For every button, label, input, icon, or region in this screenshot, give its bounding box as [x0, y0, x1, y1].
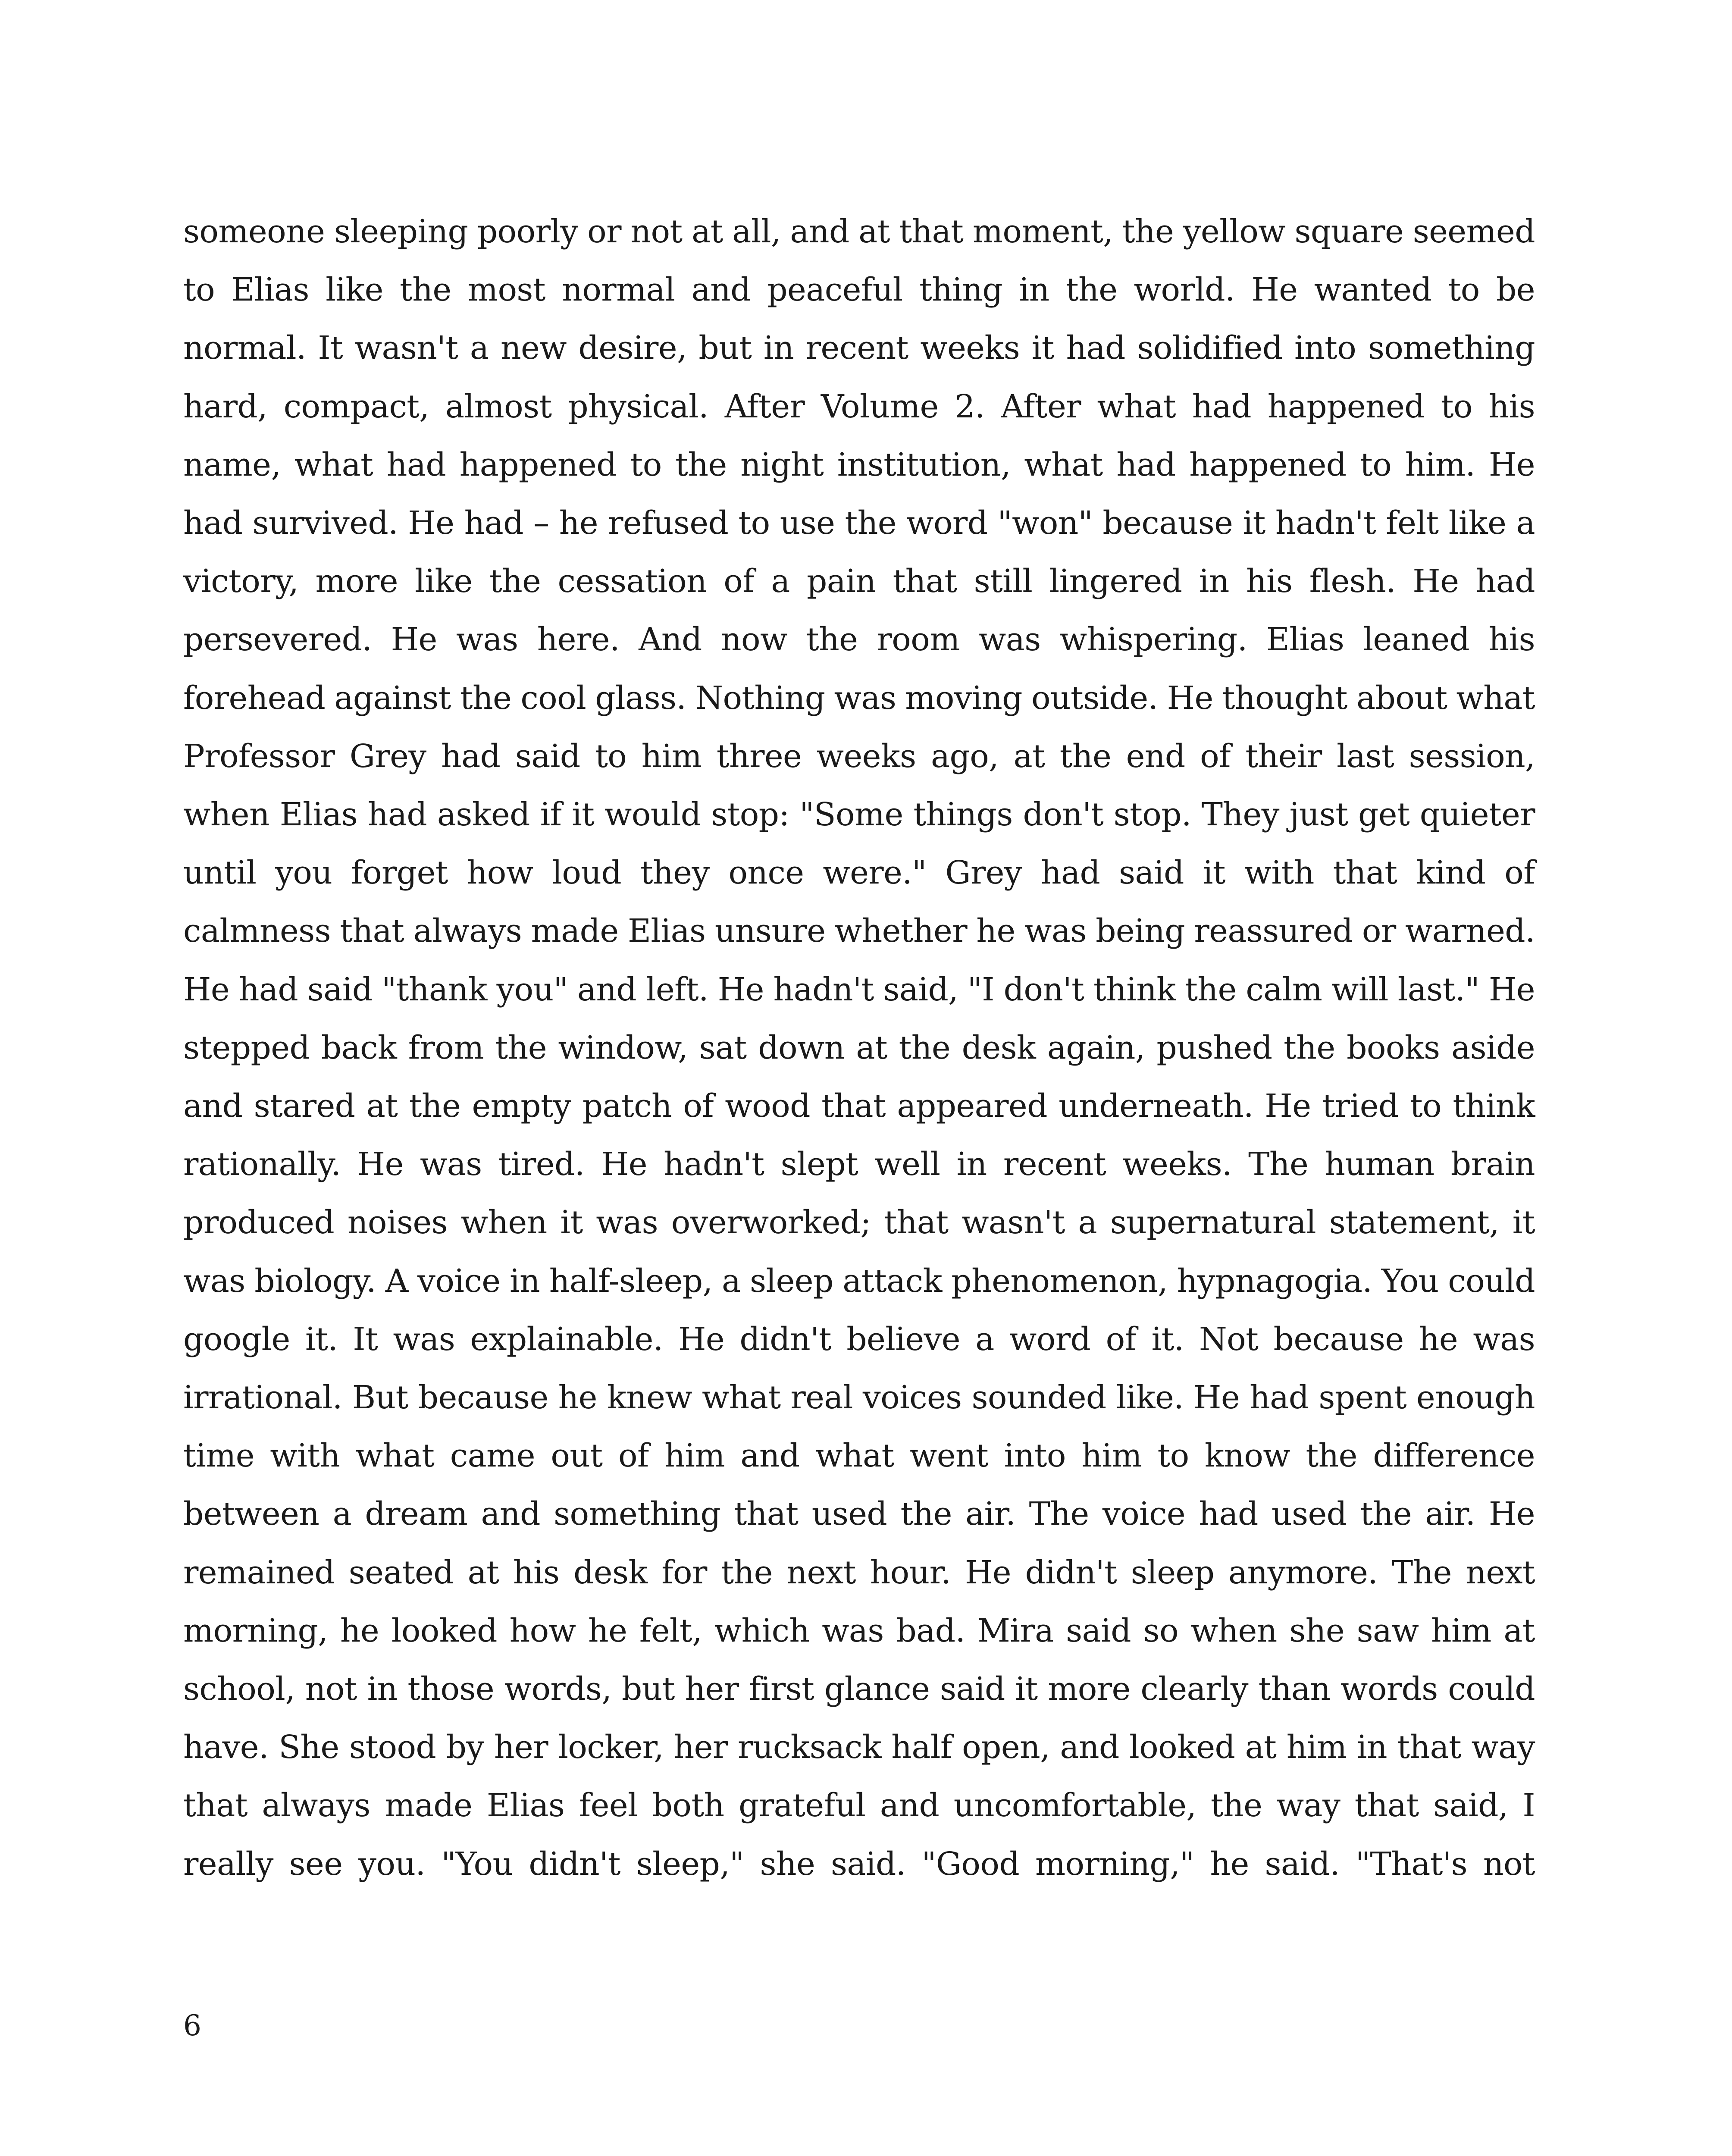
page-number: 6: [183, 2009, 201, 2042]
body-paragraph: someone sleeping poorly or not at all, and at that moment, the yellow square seemed to Elias like the most normal and peaceful thing in the world. He wanted to be normal. It wasn't a new desire, but in recent weeks it had solidified into something hard, compact, almost physical. After Volume 2. After what had happened to his name, what had happened to the night institution, what had happened to him. He had survived. He had – he refused to use the word "won" because it hadn't felt like a victory, more like the cessation of a pain that still lingered in his flesh. He had persevered. He was here. And now the room was whispering. Elias leaned his forehead against the cool glass. Nothing was moving outside. He thought about what Professor Grey had said to him three weeks ago, at the end of their last session, when Elias had asked if it would stop: "Some things don't stop. They just get quieter until you forget how loud they once were." Grey had said it with that kind of calmness that always made Elias unsure whether he was being reassured or warned. He had said "thank you" and left. He hadn't said, "I don't think the calm will last." He stepped back from the window, sat down at the desk again, pushed the books aside and stared at the empty patch of wood that appeared underneath. He tried to think rationally. He was tired. He hadn't slept well in recent weeks. The human brain produced noises when it was overworked; that wasn't a supernatural statement, it was biology. A voice in half-sleep, a sleep attack phenomenon, hypnagogia. You could google it. It was explainable. He didn't believe a word of it. Not because he was irrational. But because he knew what real voices sounded like. He had spent enough time with what came out of him and what went into him to know the difference between a dream and something that used the air. The voice had used the air. He remained seated at his desk for the next hour. He didn't sleep anymore. The next morning, he looked how he felt, which was bad. Mira said so when she saw him at school, not in those words, but her first glance said it more clearly than words could have. She stood by her locker, her rucksack half open, and looked at him in that way that always made Elias feel both grateful and uncomfortable, the way that said, I really see you. "You didn't sleep," she said. "Good morning," he said. "That's not: [183, 213, 1535, 1883]
